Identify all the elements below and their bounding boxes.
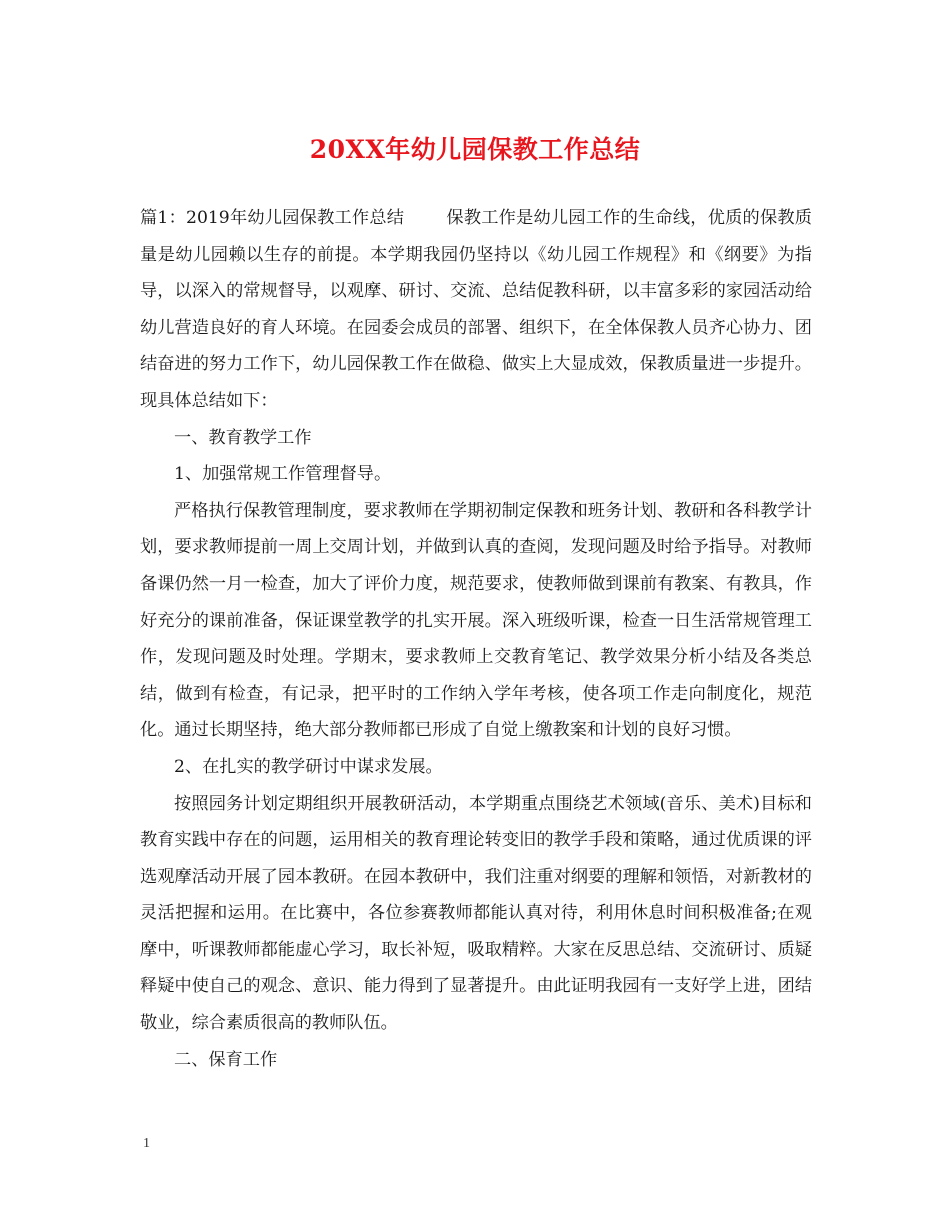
intro-paragraph	[140, 200, 812, 420]
document-body	[140, 200, 812, 1078]
section-heading-education: 一、教育教学工作	[174, 427, 312, 448]
paragraph-teaching-research: 按照园务计划定期组织开展教研活动，本学期重点围绕艺术领域(音乐、美术)目标和教育实践中存在的问题，运用相关的教育理论转变旧的教学手段和策略，通过优质课的评选观摩活动开展了园本教研。在园本教研中，我们注重对纲要的理解和领悟，对新教材的灵活把握和运用。在比赛中，各位参赛教师都能认真对待，利用休息时间积极准备;在观摩中，听课教师都能虚心学习，取长补短，吸取精粹。大家在反思总结、交流研讨、质疑释疑中使自己的观念、意识、能力得到了显著提升。由此证明我园有一支好学上进，团结敬业，综合素质很高的教师队伍。	[140, 793, 812, 1034]
intro-label: 篇1：2019年幼儿园保教工作总结	[140, 208, 405, 228]
page-number: 1	[143, 1136, 150, 1151]
intro-text: 保教工作是幼儿园工作的生命线，优质的保教质量是幼儿园赖以生存的前提。本学期我园仍坚持以《幼儿园工作规程》和《纲要》为指导，以深入的常规督导，以观摩、研讨、交流、总结促教科研，以丰富多彩的家园活动给幼儿营造良好的育人环境。在园委会成员的部署、组织下，在全体保教人员齐心协力、团结奋进的努力工作下，幼儿园保教工作在做稳、做实上大显成效，保教质量进一步提升。现具体总结如下：	[140, 208, 812, 411]
document-title: 20XX年幼儿园保教工作总结	[309, 135, 641, 164]
paragraph-routine-management: 严格执行保教管理制度，要求教师在学期初制定保教和班务计划、教研和各科教学计划，要求教师提前一周上交周计划，并做到认真的查阅，发现问题及时给予指导。对教师备课仍然一月一检查，加大了评价力度，规范要求，使教师做到课前有教案、有教具，作好充分的课前准备，保证课堂教学的扎实开展。深入班级听课，检查一日生活常规管理工作，发现问题及时处理。学期末，要求教师上交教育笔记、教学效果分析小结及各类总结，做到有检查，有记录，把平时的工作纳入学年考核，使各项工作走向制度化，规范化。通过长期坚持，绝大部分教师都已形成了自觉上缴教案和计划的良好习惯。	[140, 500, 812, 741]
section-heading-care: 二、保育工作	[174, 1049, 278, 1070]
subheading-teaching-research: 2、在扎实的教学研讨中谋求发展。	[174, 756, 443, 777]
subheading-routine-management: 1、加强常规工作管理督导。	[174, 464, 392, 485]
